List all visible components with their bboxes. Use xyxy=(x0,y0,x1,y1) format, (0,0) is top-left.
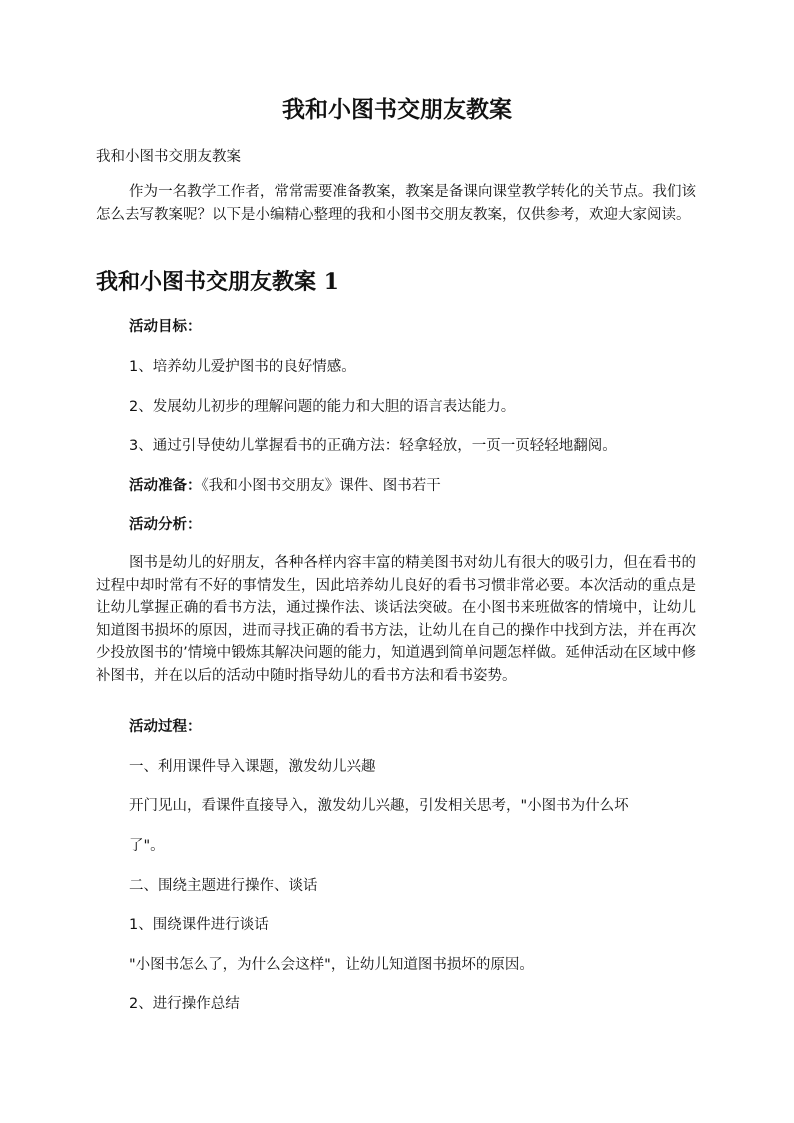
step1-title: 一、利用课件导入课题，激发幼儿兴趣 xyxy=(129,759,376,775)
goal-item-3: 3、通过引导使幼儿掌握看书的正确方法：轻拿轻放，一页一页轻轻地翻阅。 xyxy=(129,438,617,454)
step2-sub2: 2、进行操作总结 xyxy=(129,996,240,1012)
goals-label: 活动目标： xyxy=(129,319,202,335)
step2-sub1-text: "小图书怎么了，为什么会这样"，让幼儿知道图书损坏的原因。 xyxy=(129,957,534,973)
section-heading: 我和小图书交朋友教案 1 xyxy=(96,269,339,295)
prep-line xyxy=(129,476,441,496)
step2-sub1: 1、围绕课件进行谈话 xyxy=(129,917,269,933)
step2-title: 二、围绕主题进行操作、谈话 xyxy=(129,878,318,894)
goal-item-2: 2、发展幼儿初步的理解问题的能力和大胆的语言表达能力。 xyxy=(129,399,516,415)
prep-text: 《我和小图书交朋友》课件、图书若干 xyxy=(201,478,441,494)
intro-paragraph: 作为一名教学工作者，常常需要准备教案，教案是备课向课堂教学转化的关节点。我们该怎么去写教案呢？以下是小编精心整理的我和小图书交朋友教案，仅供参考，欢迎大家阅读。 xyxy=(96,184,696,223)
process-label: 活动过程： xyxy=(129,719,202,735)
step1-text-b: 了"。 xyxy=(129,838,165,854)
step1-text-a: 开门见山，看课件直接导入，激发幼儿兴趣，引发相关思考，"小图书为什么坏 xyxy=(129,798,629,814)
analysis-label: 活动分析： xyxy=(129,517,202,533)
prep-label: 活动准备： xyxy=(129,478,202,494)
document-subtitle: 我和小图书交朋友教案 xyxy=(96,149,241,165)
document-title: 我和小图书交朋友教案 xyxy=(282,96,512,123)
analysis-paragraph: 图书是幼儿的好朋友，各种各样内容丰富的精美图书对幼儿有很大的吸引力，但在看书的过程中却时常有不好的事情发生，因此培养幼儿良好的看书习惯非常必要。本次活动的重点是让幼儿掌握正确的看书方法，通过操作法、谈话法突破。在小图书来班做客的情境中，让幼儿知道图书损坏的原因，进而寻找正确的看书方法，让幼儿在自己的操作中找到方法，并在再次少投放图书的’情境中锻炼其解决问题的能力，知道遇到简单问题怎样做。延伸活动在区域中修补图书，并在以后的活动中随时指导幼儿的看书方法和看书姿势。 xyxy=(96,555,696,684)
goal-item-1: 1、培养幼儿爱护图书的良好情感。 xyxy=(129,359,356,375)
